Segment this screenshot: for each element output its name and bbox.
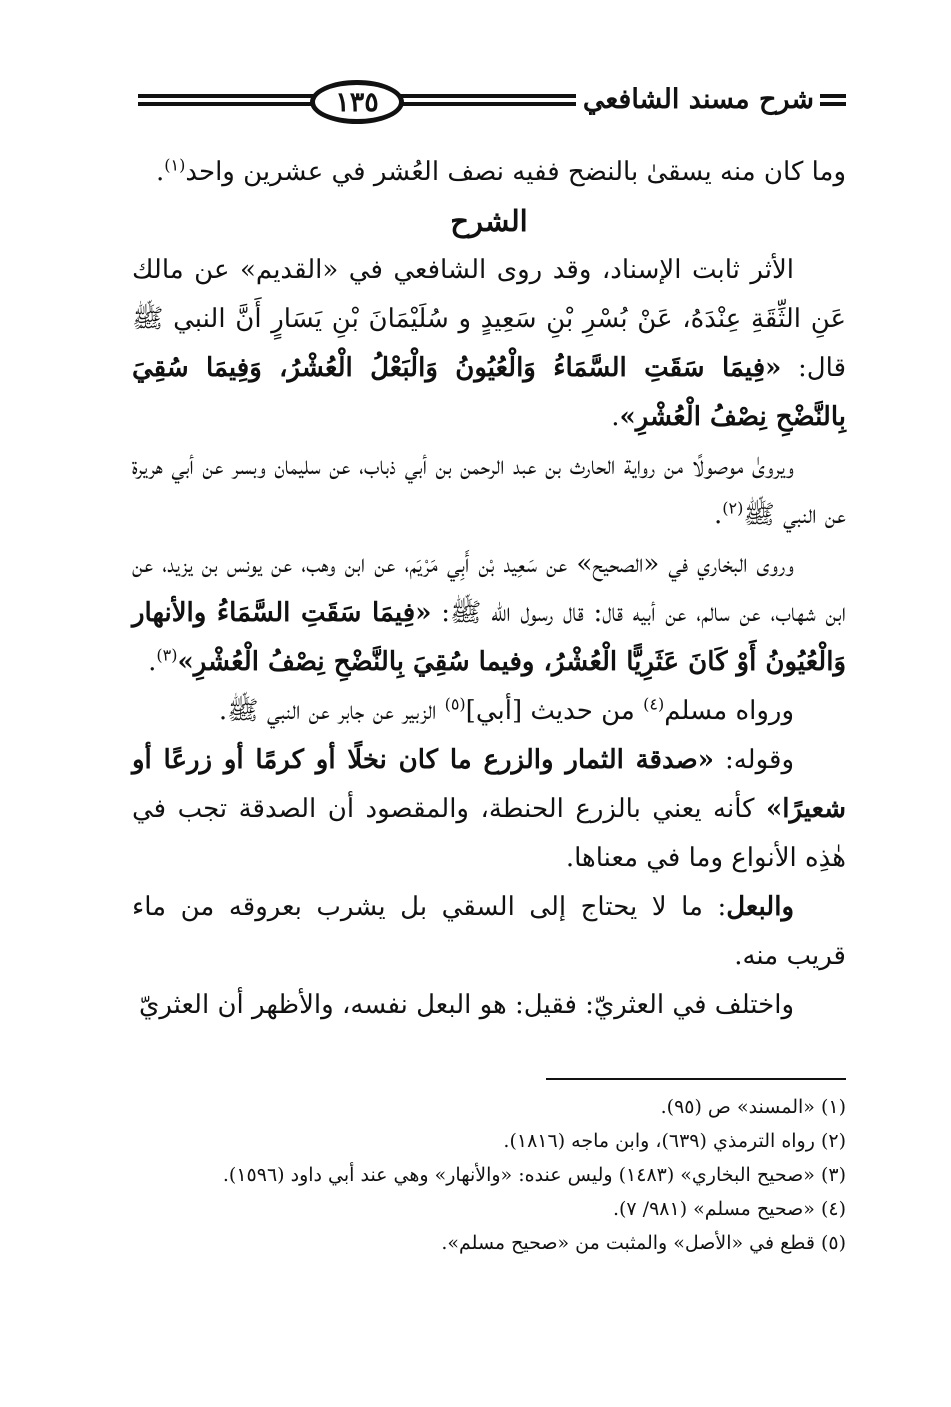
page-number: ١٣٥ bbox=[310, 80, 404, 124]
paragraph-2 bbox=[132, 246, 846, 442]
footnote-separator bbox=[546, 1078, 846, 1080]
running-header bbox=[130, 78, 846, 130]
paragraph-4-text: وروى البخاري في «الصحيح» عن سَعِيد بْن أَبِي مَرْيَم، عن ابن وهب، عن يونس بن يزيد، عن ابن شهاب، عن سالم، عن أبيه قال: قال رسول الله ﷺ: bbox=[132, 549, 847, 628]
paragraph-1-text: وما كان منه يسقىٰ بالنضح ففيه نصف العُشر في عشرين واحد bbox=[185, 157, 846, 187]
footnote-ref-4: (٤) bbox=[643, 694, 665, 714]
hadith-quote-2: «فِيمَا سَقَتِ السَّمَاءُ والأنهار وَالْعُيُونُ أَوْ كَانَ عَثَرِيًّا الْعُشْرُ، وفيما سُقِيَ بِالنَّضْحِ نِصْفُ الْعُشْرِ» bbox=[132, 598, 846, 677]
running-title: شرح مسند الشافعي bbox=[582, 84, 814, 115]
defined-term: والبعل bbox=[726, 892, 794, 922]
paragraph-2-text: الأثر ثابت الإسناد، وقد روى الشافعي في «القديم» عن مالك عَنِ الثِّقَةِ عِنْدَهُ، عَنْ بُسْرِ بْنِ سَعِيدٍ و سُلَيْمَانَ بْنِ يَسَارٍ أَنَّ النبي ﷺ قال: bbox=[132, 255, 846, 383]
footnote-ref-3: (٣) bbox=[156, 645, 178, 665]
footnote-ref-2: (٢) bbox=[722, 498, 744, 518]
hadith-quote-1: «فِيمَا سَقَتِ السَّمَاءُ وَالْعُيُونُ وَالْبَعْلُ الْعُشْرُ، وَفِيمَا سُقِيَ بِالنَّضْحِ نِصْفُ الْعُشْرِ» bbox=[132, 353, 846, 432]
footnote-2: (٢) رواه الترمذي (٦٣٩)، وابن ماجه (١٨١٦). bbox=[503, 1130, 846, 1152]
paragraph-6-text-b: كأنه يعني بالزرع الحنطة، والمقصود أن الصدقة تجب في هٰذِه الأنواع وما في معناها. bbox=[132, 794, 846, 873]
footnote-1: (١) «المسند» ص (٩٥). bbox=[660, 1096, 846, 1118]
header-rule-middle bbox=[398, 94, 576, 114]
footnote-5: (٥) قطع في «الأصل» والمثبت من «صحيح مسلم». bbox=[441, 1232, 846, 1254]
header-rule-right bbox=[820, 94, 846, 114]
paragraph-6-text-a: وقوله: bbox=[713, 745, 794, 775]
paragraph-5-text-b: من حديث [أبي] bbox=[465, 696, 644, 726]
paragraph-4 bbox=[132, 540, 846, 687]
paragraph-3-end: . bbox=[713, 500, 723, 530]
footnote-4: (٤) «صحيح مسلم» (٩٨١/ ٧). bbox=[612, 1198, 846, 1220]
paragraph-4-end: . bbox=[148, 647, 157, 677]
quoted-text: «صدقة الثمار والزرع ما كان نخلًا أو كرمًا أو زرعًا أو شعيرًا» bbox=[132, 745, 846, 824]
paragraph-1-end: . bbox=[156, 157, 165, 187]
paragraph-2-end: . bbox=[611, 402, 620, 432]
section-heading: الشرح bbox=[450, 204, 528, 238]
footnote-3: (٣) «صحيح البخاري» (١٤٨٣) وليس عنده: «والأنهار» وهي عند أبي داود (١٥٩٦). bbox=[222, 1164, 846, 1186]
paragraph-6 bbox=[132, 736, 846, 883]
paragraph-5-text-c: الزبير عن جابر عن النبي ﷺ. bbox=[218, 696, 445, 726]
paragraph-7 bbox=[132, 883, 846, 981]
footnote-ref-1: (١) bbox=[164, 155, 186, 175]
paragraph-7-text: : ما لا يحتاج إلى السقي بل يشرب بعروقه من ماء قريب منه. bbox=[132, 892, 846, 971]
paragraph-8: واختلف في العثريّ: فقيل: هو البعل نفسه، والأظهر أن العثريّ bbox=[138, 990, 794, 1020]
main-text bbox=[132, 148, 846, 1030]
paragraph-5-text-a: ورواه مسلم bbox=[664, 696, 794, 726]
header-rule-left bbox=[138, 94, 316, 114]
paragraph-3 bbox=[132, 442, 846, 540]
paragraph-5 bbox=[132, 687, 846, 736]
footnote-ref-5: (٥) bbox=[444, 694, 466, 714]
paragraph-1 bbox=[132, 148, 846, 197]
footnotes bbox=[132, 1090, 846, 1260]
paragraph-3-text: ويروىٰ موصولًا من رواية الحارث بن عبد الرحمن بن أبي ذباب، عن سليمان وبسر عن أبي هريرة عن النبي ﷺ bbox=[132, 451, 846, 530]
